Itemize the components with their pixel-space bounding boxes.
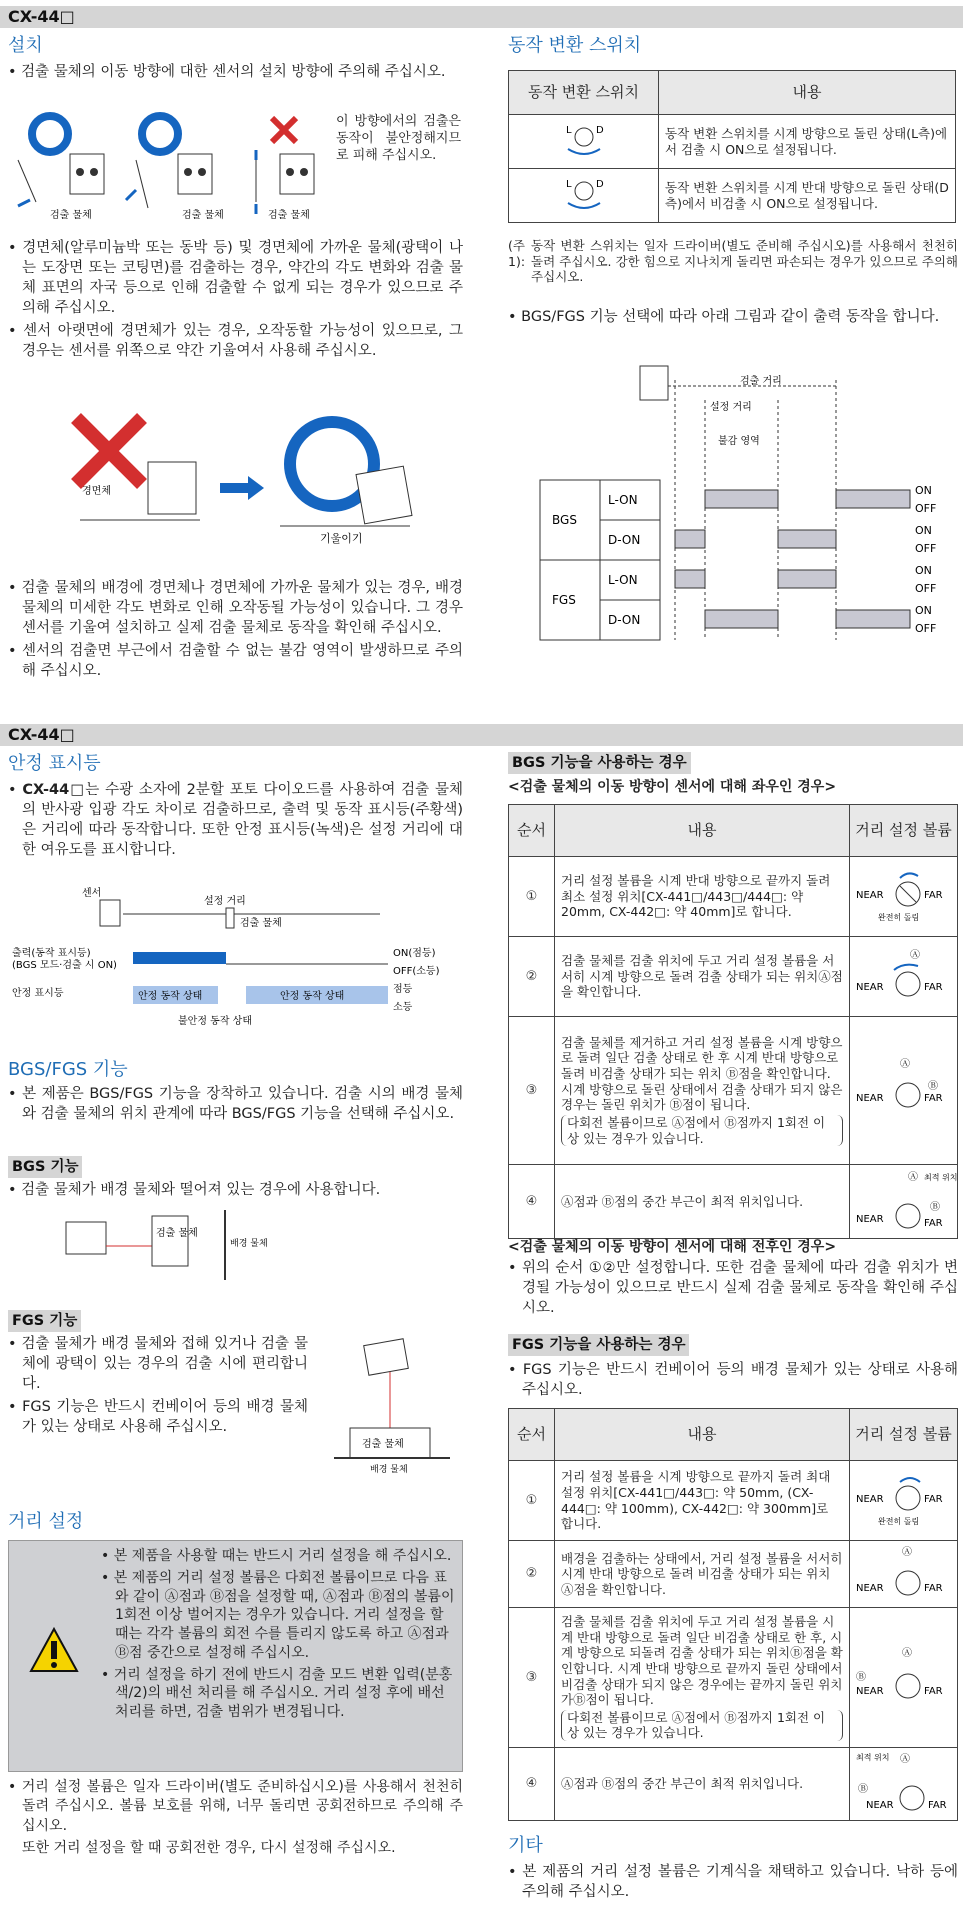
svg-text:D: D	[595, 178, 604, 190]
bgs-figure	[60, 1206, 268, 1286]
fgs-step-4: ④	[509, 1748, 555, 1821]
etc-text: • 본 제품의 거리 설정 볼륨은 기계식을 채택하고 있습니다. 낙하 등에 주의해 주십시오.	[508, 1862, 958, 1902]
svg-text:FAR: FAR	[923, 889, 943, 901]
svg-text:NEAR: NEAR	[855, 889, 884, 901]
bgs-step-2-text: 검출 물체를 검출 위치에 두고 거리 설정 볼륨을 서서히 시계 방향으로 돌려 검출 상태가 되는 위치Ⓐ점을 확인합니다.	[555, 937, 850, 1017]
svg-text:L: L	[565, 178, 572, 190]
switch-note-label: (주1):	[508, 238, 526, 269]
svg-text:Ⓑ: Ⓑ	[929, 1201, 940, 1213]
fgs-step-2-text: 배경을 검출하는 상태에서, 거리 설정 볼륨을 서서히 시계 반대 방향으로 돌려 비검출 상태가 되는 위치 Ⓐ점을 확인합니다.	[555, 1541, 850, 1608]
fgs-use-text: • FGS 기능은 반드시 컨베이어 등의 배경 물체가 있는 상태로 사용해 주십시오.	[508, 1360, 958, 1400]
svg-text:NEAR: NEAR	[855, 1583, 884, 1594]
svg-text:Ⓐ: Ⓐ	[907, 1171, 918, 1183]
svg-text:출력(동작 표시등): 출력(동작 표시등)	[12, 948, 91, 959]
stability-chart	[8, 884, 448, 1034]
switch-heading: 동작 변환 스위치	[508, 35, 642, 56]
fgs-step-3-note: 다회전 볼륨이므로 Ⓐ점에서 Ⓑ점까지 1회전 이상 있는 경우가 있습니다.	[561, 1710, 843, 1741]
etc-heading: 기타	[508, 1835, 543, 1856]
bgs-step-2: ②	[509, 937, 555, 1017]
svg-text:L-ON: L-ON	[608, 573, 638, 587]
bgsfgs-heading: BGS/FGS 기능	[8, 1059, 128, 1080]
warning-icon	[29, 1627, 79, 1673]
svg-text:기울이기: 기울이기	[320, 532, 363, 545]
stability-heading: 안정 표시등	[8, 753, 101, 774]
svg-text:설정 거리: 설정 거리	[710, 402, 752, 413]
distance-bullet: • 거리 설정 볼륨은 일자 드라이버(별도 준비하십시오)를 사용해서 천천히 돌려 주십시오. 볼륨 보호를 위해, 너무 돌리면 공회전하므로 주의해 주십시오.	[8, 1778, 463, 1836]
svg-text:검출 물체: 검출 물체	[268, 210, 310, 221]
svg-text:FAR: FAR	[923, 1493, 943, 1505]
svg-text:L-ON: L-ON	[608, 493, 638, 507]
switch-note: 동작 변환 스위치는 일자 드라이버(별도 준비해 주십시오)를 사용해서 천천히 돌려 주십시오. 강한 힘으로 지나치게 돌리면 파손되는 경우가 있으므로 주의해 주십시오.	[531, 238, 958, 285]
svg-text:OFF: OFF	[915, 502, 937, 515]
install-heading: 설치	[8, 35, 43, 56]
fgs-step-1: ①	[509, 1461, 555, 1541]
svg-text:OFF(소등): OFF(소등)	[393, 966, 440, 977]
switch-col-1: 동작 변환 스위치	[509, 71, 659, 115]
model-bar-mid: CX-44□	[0, 724, 963, 746]
svg-text:L: L	[565, 124, 572, 136]
svg-text:검출 물체: 검출 물체	[156, 1228, 198, 1239]
svg-text:ON: ON	[915, 604, 932, 617]
svg-text:Ⓐ: Ⓐ	[901, 1547, 912, 1558]
fgs-step-3-text: 검출 물체를 검출 위치에 두고 거리 설정 볼륨을 시계 반대 방향으로 돌려 일단 비검출 상태로 한 후, 시계 방향으로 되돌려 검출 상태가 되는 위치Ⓑ점을 확인합니다. 시계 반대 방향으로 끝까지 돌린 상태에서 비검출 상태가 되지 않은 경우에는 끝까지 돌린 위치가Ⓑ점이 됩니다.	[561, 1614, 843, 1708]
svg-text:Ⓐ: Ⓐ	[909, 949, 920, 961]
fgs-step-4-text: Ⓐ점과 Ⓑ점의 중간 부근이 최적 위치입니다.	[555, 1748, 850, 1821]
bgs-step-3-text: 검출 물체를 제거하고 거리 설정 볼륨을 시계 방향으로 돌려 일단 검출 상태로 한 후 시계 반대 방향으로 돌려 비검출 상태가 되는 위치 Ⓑ점을 확인합니다. 시계 방향으로 돌린 상태에서 검출 상태가 되지 않은 경우는 돌린 위치가 Ⓑ점이 됩니다.	[561, 1034, 843, 1113]
bgs-step-4: ④	[509, 1165, 555, 1239]
fgs-figure	[330, 1336, 460, 1476]
bgs-text: • 검출 물체가 배경 물체와 떨어져 있는 경우에 사용합니다.	[8, 1180, 463, 1200]
bgs-fb-text: • 위의 순서 ①②만 설정합니다. 또한 검출 물체에 따라 검출 위치가 변경될 가능성이 있으므로 반드시 실제 검출 물체로 동작을 확인해 주십시오.	[508, 1258, 958, 1318]
svg-text:FAR: FAR	[923, 1092, 943, 1104]
svg-text:불안정 동작 상태: 불안정 동작 상태	[178, 1016, 252, 1027]
volume-dial-icon	[854, 1640, 954, 1710]
bgs-step-1: ①	[509, 857, 555, 937]
svg-text:검출 거리: 검출 거리	[740, 376, 782, 387]
svg-text:D: D	[595, 124, 604, 136]
fgs-step-3: ③	[509, 1608, 555, 1748]
fgs-use-title: FGS 기능을 사용하는 경우	[508, 1334, 689, 1356]
svg-text:OFF: OFF	[915, 622, 937, 635]
svg-text:FAR: FAR	[923, 981, 943, 993]
volume-dial-icon	[854, 1053, 954, 1123]
svg-text:센서: 센서	[82, 888, 102, 899]
svg-text:FAR: FAR	[923, 1583, 943, 1594]
bgs-step-4-text: Ⓐ점과 Ⓑ점의 중간 부근이 최적 위치입니다.	[555, 1165, 850, 1239]
switch-l-icon	[554, 119, 614, 159]
svg-text:배경 물체: 배경 물체	[370, 1465, 408, 1475]
svg-text:경면체: 경면체	[82, 486, 111, 497]
bgs-subheading: BGS 기능	[8, 1156, 82, 1178]
svg-text:ON: ON	[915, 564, 932, 577]
volume-dial-icon	[854, 944, 954, 1004]
svg-text:Ⓑ: Ⓑ	[927, 1080, 938, 1092]
svg-text:Ⓑ: Ⓑ	[857, 1784, 868, 1795]
model-bar-top: CX-44□	[0, 6, 963, 28]
svg-text:D-ON: D-ON	[608, 613, 641, 627]
svg-text:BGS: BGS	[552, 513, 577, 527]
svg-text:NEAR: NEAR	[855, 981, 884, 993]
fgs-col-volume: 거리 설정 볼륨	[850, 1409, 958, 1461]
svg-text:Ⓐ: Ⓐ	[899, 1754, 910, 1765]
bgs-step-3-note: 다회전 볼륨이므로 Ⓐ점에서 Ⓑ점까지 1회전 이상 있는 경우가 있습니다.	[561, 1115, 843, 1146]
fgs-step-1-text: 거리 설정 볼륨을 시계 방향으로 끝까지 돌려 최대 설정 위치[CX-441□/443□: 약 50mm, (CX-444□: 약 100mm), CX-442□: 약 300mm]로 합니다.	[555, 1461, 850, 1541]
output-timing-chart	[540, 360, 960, 650]
install-side-note: 이 방향에서의 검출은 동작이 불안정해지므로 피해 주십시오.	[336, 114, 461, 163]
install-bullet-5: • 센서의 검출면 부근에서 검출할 수 없는 불감 영역이 발생하므로 주의해 주십시오.	[8, 641, 463, 681]
svg-text:NEAR: NEAR	[855, 1493, 884, 1505]
bgs-col-content: 내용	[555, 805, 850, 857]
fgs-col-content: 내용	[555, 1409, 850, 1461]
svg-text:최적 위치: 최적 위치	[855, 1753, 889, 1762]
warning-3: • 거리 설정을 하기 전에 반드시 검출 모드 변환 입력(분홍색/2)의 배선 처리를 해 주십시오. 거리 설정 후에 배선 처리를 하면, 검출 범위가 변경됩니다.	[101, 1666, 457, 1722]
install-bullet-3: • 센서 아랫면에 경면체가 있는 경우, 오작동할 가능성이 있으므로, 그 경우는 센서를 위쪽으로 약간 기울여서 사용해 주십시오.	[8, 321, 463, 361]
svg-text:OFF: OFF	[915, 542, 937, 555]
svg-text:Ⓐ: Ⓐ	[901, 1647, 912, 1659]
distance-bullet-2: 또한 거리 설정을 할 때 공회전한 경우, 다시 설정해 주십시오.	[22, 1839, 396, 1856]
volume-dial-icon	[854, 1748, 954, 1814]
bgs-fb-heading: <검출 물체의 이동 방향이 센서에 대해 전후인 경우>	[508, 1239, 837, 1255]
svg-text:최적 위치: 최적 위치	[923, 1172, 957, 1182]
fgs-col-step: 순서	[509, 1409, 555, 1461]
svg-text:소등: 소등	[393, 1002, 413, 1013]
warning-box	[8, 1540, 463, 1772]
warning-1: • 본 제품을 사용할 때는 반드시 거리 설정을 해 주십시오.	[101, 1547, 457, 1566]
bgs-col-step: 순서	[509, 805, 555, 857]
install-bullet-2: • 경면체(알루미늄박 또는 동박 등) 및 경면체에 가까운 물체(광택이 나는 도장면 또는 코팅면)를 검출하는 경우, 약간의 각도 변화와 검출 물체 표면의 자국 등으로 인해 검출할 수 없게 되는 경우가 있으므로 주의해 주십시오.	[8, 238, 463, 318]
volume-dial-icon	[854, 1468, 954, 1528]
svg-text:FAR: FAR	[923, 1217, 943, 1229]
svg-text:완전히 돌림: 완전히 돌림	[877, 912, 919, 922]
volume-dial-icon	[854, 1166, 957, 1232]
fgs-subheading: FGS 기능	[8, 1310, 81, 1332]
svg-text:검출 물체: 검출 물체	[182, 210, 224, 221]
svg-text:완전히 돌림: 완전히 돌림	[877, 1516, 919, 1526]
svg-text:OFF: OFF	[915, 582, 937, 595]
bgs-output-text: • BGS/FGS 기능 선택에 따라 아래 그림과 같이 출력 동작을 합니다.	[508, 307, 958, 327]
stability-lead: CX-44□	[22, 782, 86, 798]
switch-d-icon	[554, 173, 614, 213]
svg-text:검출 물체: 검출 물체	[240, 918, 282, 929]
fgs-bullet-2: • FGS 기능은 반드시 컨베이어 등의 배경 물체가 있는 상태로 사용해 주십시오.	[8, 1397, 308, 1437]
warning-2: • 본 제품의 거리 설정 볼륨은 다회전 볼륨이므로 다음 표와 같이 Ⓐ점과 Ⓑ점을 설정할 때, Ⓐ점과 Ⓑ점의 볼륨이 1회전 이상 벌어지는 경우가 있습니다. 거리 설정을 할 때는 각각 볼륨의 회전 수를 틀리지 않도록 하고 Ⓐ점과 Ⓑ점 중간으로 설정해 주십시오.	[101, 1569, 457, 1663]
svg-text:Ⓐ: Ⓐ	[899, 1058, 910, 1070]
install-bullet-4: • 검출 물체의 배경에 경면체나 경면체에 가까운 물체가 있는 경우, 배경 물체의 미세한 각도 변화로 인해 오작동될 가능성이 있습니다. 그 경우 센서를 기울여 설치하고 실제 검출 물체로 동작을 확인해 주십시오.	[8, 578, 463, 638]
svg-text:FGS: FGS	[552, 593, 576, 607]
switch-row-2: 동작 변환 스위치를 시계 반대 방향으로 돌린 상태(D측)에서 비검출 시 ON으로 설정됩니다.	[659, 169, 956, 223]
svg-text:점등: 점등	[393, 984, 413, 995]
svg-text:NEAR: NEAR	[865, 1800, 894, 1811]
fgs-bullet-1: • 검출 물체가 배경 물체와 접해 있거나 검출 물체에 광택이 있는 경우의 검출 시에 편리합니다.	[8, 1334, 308, 1394]
volume-dial-icon	[854, 864, 954, 924]
svg-text:D-ON: D-ON	[608, 533, 641, 547]
svg-text:설정 거리: 설정 거리	[204, 896, 246, 907]
svg-text:Ⓑ: Ⓑ	[855, 1671, 866, 1683]
install-direction-figure	[10, 112, 330, 222]
bgsfgs-text: • 본 제품은 BGS/FGS 기능을 장착하고 있습니다. 검출 시의 배경 물체와 검출 물체의 위치 관계에 따라 BGS/FGS 기능을 선택해 주십시오.	[8, 1084, 463, 1124]
svg-text:NEAR: NEAR	[855, 1213, 884, 1225]
svg-text:FAR: FAR	[927, 1800, 947, 1811]
svg-text:검출 물체: 검출 물체	[50, 210, 92, 221]
svg-text:안정 표시등: 안정 표시등	[12, 988, 64, 999]
switch-row-1: 동작 변환 스위치를 시계 방향으로 돌린 상태(L측)에서 검출 시 ON으로 설정됩니다.	[659, 115, 956, 169]
svg-text:불감 영역: 불감 영역	[718, 436, 760, 447]
fgs-step-2: ②	[509, 1541, 555, 1608]
svg-text:NEAR: NEAR	[855, 1092, 884, 1104]
stability-text: 는 수광 소자에 2분할 포토 다이오드를 사용하여 검출 물체의 반사광 입광 각도 차이로 검출하므로, 출력 및 동작 표시등(주황색)은 거리에 따라 동작합니다. 또한 안정 표시등(녹색)은 설정 거리에 대한 여유도를 표시합니다.	[22, 782, 463, 858]
svg-text:안정 동작 상태: 안정 동작 상태	[280, 991, 345, 1002]
svg-text:ON(점등): ON(점등)	[393, 948, 436, 959]
bgs-step-1-text: 거리 설정 볼륨을 시계 반대 방향으로 끝까지 돌려 최소 설정 위치[CX-441□/443□/444□: 약 20mm, CX-442□: 약 40mm]로 합니다.	[555, 857, 850, 937]
install-bullet-1: • 검출 물체의 이동 방향에 대한 센서의 설치 방향에 주의해 주십시오.	[8, 62, 463, 82]
svg-text:ON: ON	[915, 524, 932, 537]
svg-text:안정 동작 상태: 안정 동작 상태	[138, 991, 203, 1002]
bgs-col-volume: 거리 설정 볼륨	[850, 805, 958, 857]
bgs-step-3: ③	[509, 1017, 555, 1165]
svg-text:배경 물체: 배경 물체	[230, 1239, 268, 1249]
svg-text:NEAR: NEAR	[855, 1685, 884, 1697]
svg-text:(BGS 모드·검출 시 ON): (BGS 모드·검출 시 ON)	[12, 960, 117, 971]
svg-text:ON: ON	[915, 484, 932, 497]
bgs-use-title: BGS 기능을 사용하는 경우	[508, 752, 691, 774]
volume-dial-icon	[854, 1541, 954, 1601]
tilt-figure	[70, 410, 430, 550]
bgs-lr-heading: <검출 물체의 이동 방향이 센서에 대해 좌우인 경우>	[508, 779, 837, 795]
switch-col-2: 내용	[659, 71, 956, 115]
distance-heading: 거리 설정	[8, 1511, 84, 1532]
svg-text:FAR: FAR	[923, 1685, 943, 1697]
svg-text:검출 물체: 검출 물체	[362, 1439, 404, 1450]
